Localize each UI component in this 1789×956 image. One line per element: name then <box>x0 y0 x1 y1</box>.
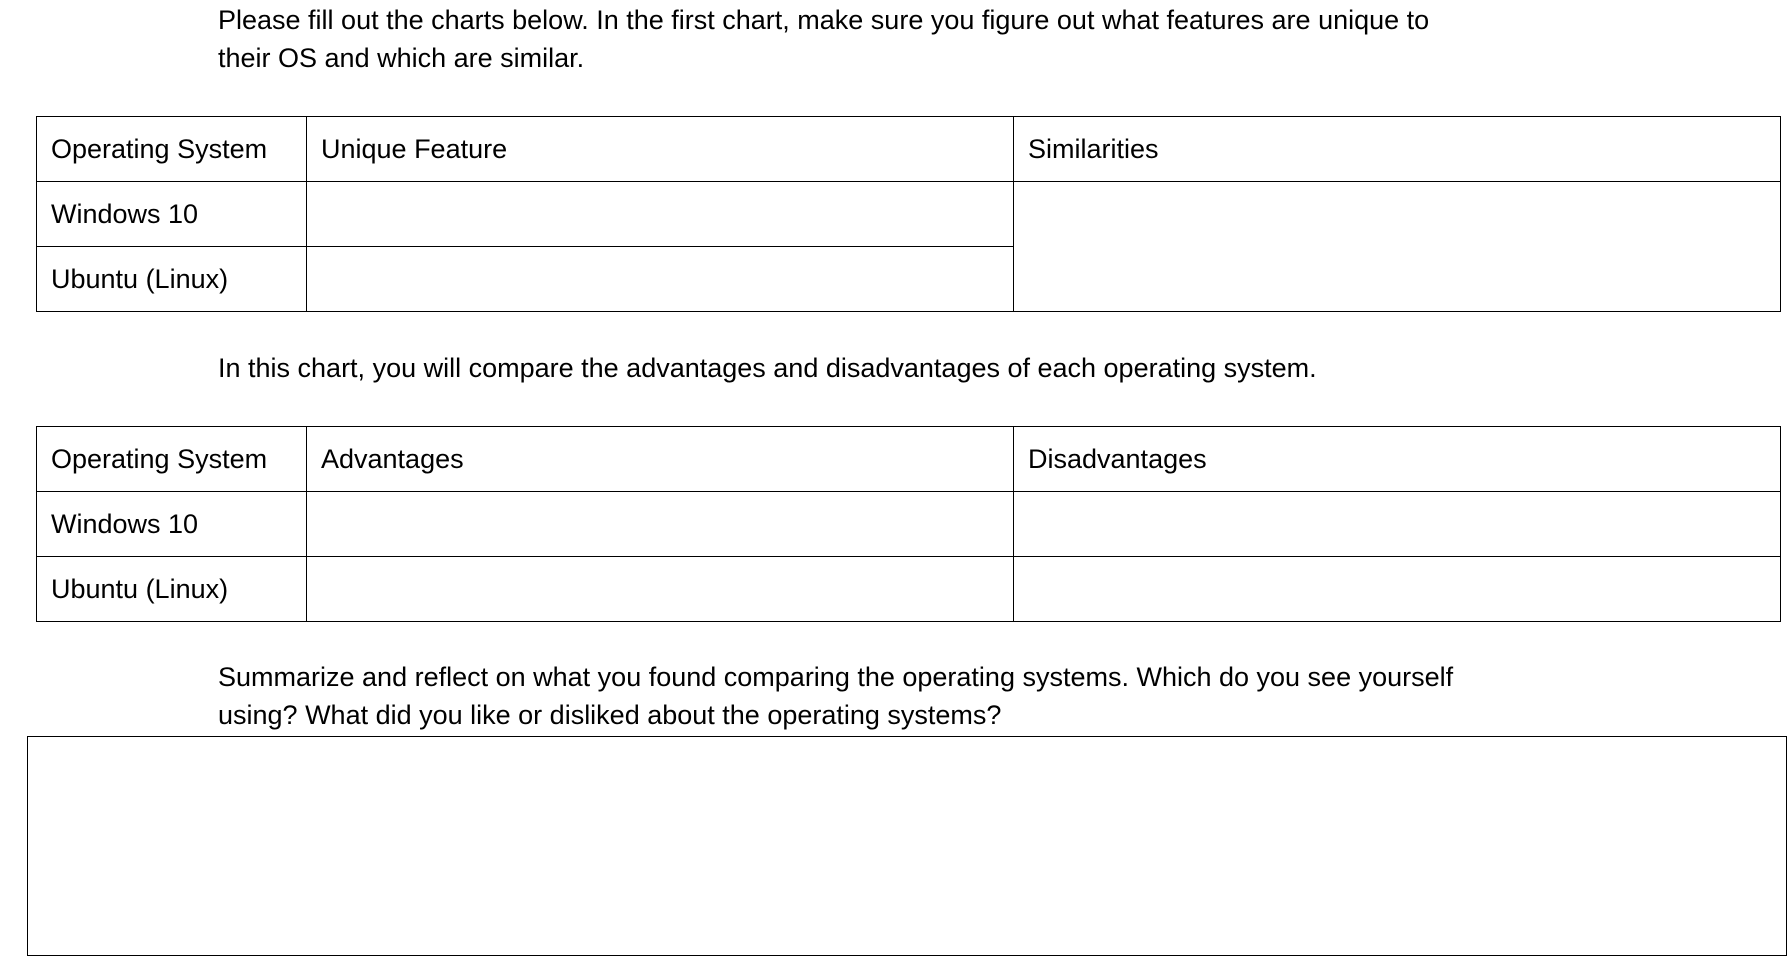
reflection-prompt <box>218 658 1453 734</box>
reflection-prompt-line-2: using? What did you like or disliked about the operating systems? <box>218 700 1002 730</box>
header-operating-system: Operating System <box>37 427 307 492</box>
header-disadvantages: Disadvantages <box>1014 427 1781 492</box>
advantages-disadvantages-table <box>36 426 1781 622</box>
table-row <box>37 182 1781 247</box>
unique-feature-cell[interactable] <box>307 182 1014 247</box>
header-unique-feature: Unique Feature <box>307 117 1014 182</box>
reflection-prompt-line-1: Summarize and reflect on what you found comparing the operating systems. Which do you see yourself <box>218 662 1454 692</box>
table-header-row <box>37 117 1781 182</box>
similarities-cell[interactable] <box>1014 182 1781 312</box>
header-advantages: Advantages <box>307 427 1014 492</box>
os-cell: Windows 10 <box>37 492 307 557</box>
reflection-answer-box[interactable] <box>27 736 1787 956</box>
os-cell: Windows 10 <box>37 182 307 247</box>
os-cell: Ubuntu (Linux) <box>37 247 307 312</box>
advantages-cell[interactable] <box>307 492 1014 557</box>
instructions-paragraph <box>218 1 1429 77</box>
header-similarities: Similarities <box>1014 117 1781 182</box>
disadvantages-cell[interactable] <box>1014 492 1781 557</box>
comparison-instructions <box>218 349 1317 387</box>
unique-feature-cell[interactable] <box>307 247 1014 312</box>
header-operating-system: Operating System <box>37 117 307 182</box>
os-cell: Ubuntu (Linux) <box>37 557 307 622</box>
table-row <box>37 492 1781 557</box>
table-row <box>37 557 1781 622</box>
advantages-cell[interactable] <box>307 557 1014 622</box>
instructions-line-1: Please fill out the charts below. In the first chart, make sure you figure out what features are unique to <box>218 5 1430 35</box>
unique-features-table <box>36 116 1781 312</box>
comparison-instructions-line: In this chart, you will compare the advantages and disadvantages of each operating system. <box>218 353 1317 383</box>
instructions-line-2: their OS and which are similar. <box>218 43 585 73</box>
table-header-row <box>37 427 1781 492</box>
disadvantages-cell[interactable] <box>1014 557 1781 622</box>
